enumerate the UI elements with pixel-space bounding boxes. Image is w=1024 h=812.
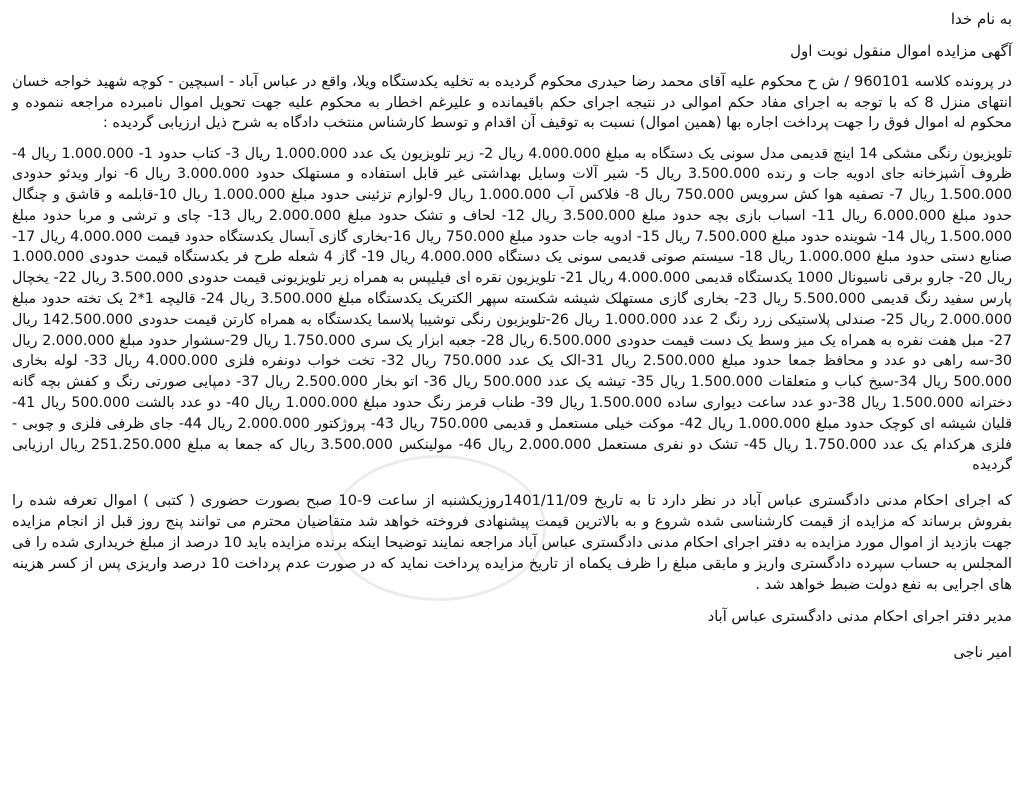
case-intro-paragraph: در پرونده کلاسه 960101 / ش ح محکوم علیه آقای محمد رضا حیدری محکوم گردیده به تخلیه یکدستگاه ویلا، واقع در عباس آباد - اسبچین - کوچه شهید خواجه خسان انتهای منزل 8 که با توجه به اجرای مفاد حکم اموالی در نتیجه اجرای حکم باقیمانده و علیرغم اخطار به محکوم علیه جهت تحویل اموال نامبرده مراجعه ننموده و محکوم له اموال فوق را جهت پرداخت اجاره بها (همین اموال) نسبت به توقیف آن اقدام و توسط کارشناس منتخب دادگاه به شرح ذیل ارزیابی گردیده : <box>12 73 1012 131</box>
signature-office: مدیر دفتر اجرای احکام مدنی دادگستری عباس آباد <box>707 608 1012 626</box>
assets-list-paragraph: تلویزیون رنگی مشکی 14 اینچ قدیمی مدل سونی یک دستگاه به مبلغ 4.000.000 ریال 2- زیر تلویزیون یک عدد 1.000.000 ریال 3- کتاب حدود 1- 1.000.000 ریال 4- ظروف آشپزخانه جای ادویه جات و رنده 3.500.000 ریال 5- شیر آلات وسایل بهداشتی غیر قابل استفاده و مستهلک حدود 3.000.000 ریال 6- نوار ویدئو حدودی 1.500.000 ریال 7- تصفیه هوا کش سرویس 750.000 ریال 8- فلاکس آب 1.000.000 ریال 9-لوازم تزئینی حدود مبلغ 1.000.000 ریال 10-قابلمه و قاشق و چنگال حدود مبلغ 6.000.000 ریال 11- اسباب بازی بچه حدود مبلغ 3.500.000 ریال 12- لحاف و تشک حدود مبلغ 2.000.000 ریال 13- چای و ترشی و مربا حدود مبلغ 1.500.000 ریال 14- شوینده حدود مبلغ 7.500.000 ریال 15- ادویه جات حدود مبلغ 750.000 ریال 16-بخاری گازی آبسال یکدستگاه حدود قیمت 4.000.000 ریال 17- صنایع دستی حدود مبلغ 1.000.000 ریال 18- سیستم صوتی قدیمی سونی یک دستگاه 4.000.000 ریال 19- گاز 4 شعله طرح فر یکدستگاه قیمت حدودی 1.000.000 ریال 20- جارو برقی ناسیونال 1000 یکدستگاه قدیمی 4.000.000 ریال 21- تلویزیون نقره ای فیلیپس به همراه زیر تلویزیونی قیمت حدودی 3.500.000 ریال 22- یخچال پارس سفید رنگ قدیمی 5.500.000 ریال 23- بخاری گازی مستهلک شیشه شکسته سپهر الکتریک یکدستگاه مبلغ 3.500.000 ریال 24- قالیچه 1*2 یک تخته حدود مبلغ 2.000.000 ریال 25- صندلی پلاستیکی زرد رنگ 2 عدد 1.000.000 ریال 26-تلویزیون رنگی توشیبا پلاسما یکدستگاه به همراه کارتن قیمت حدودی 142.500.000 ریال 27- مبل هفت نفره به همراه یک میز وسط یک دست قیمت حدودی 6.500.000 ریال 28- جعبه ابزار یک سری 1.750.000 ریال 29-سشوار حدود مبلغ 2.000.000 ریال 30-سه راهی دو عدد و محافظ جمعا حدود مبلغ 2.500.000 ریال 31-الک یک عدد 750.000 ریال 32- تخت خواب دونفره فلزی 4.000.000 ریال 33- لوله بخاری 500.000 ریال 34-سیخ کباب و متعلقات 1.500.000 ریال 35- تیشه یک عدد 500.000 ریال 36- اتو بخار 2.500.000 ریال 37- دمپایی صورتی رنگ و کفش بچه گانه دخترانه 1.500.000 ریال 38-دو عدد ساعت دیواری ساده 1.500.000 ریال 39- طناب قرمز رنگ حدود مبلغ 1.000.000 ریال 40- دو عدد بالشت 500.000 ریال 41- قلیان شیشه ای کوچک حدود مبلغ 1.000.000 ریال 42- موکت خیلی مستعمل و قدیمی 750.000 ریال 43- پروژکتور 2.000.000 ریال 44- جای ظرفی فلزی و چوبی - فلزی هرکدام یک عدد 1.750.000 ریال 45- تشک دو نفری مستعمل 2.000.000 ریال 46- مولینکس 3.500.000 ریال که جمعا به مبلغ 251.250.000 ریال ارزیابی گردیده <box>12 145 1013 474</box>
auction-terms-paragraph: که اجرای احکام مدنی دادگستری عباس آباد در نظر دارد تا به تاریخ 1401/11/09روزیکشنبه از ساعت 9-10 صبح بصورت حضوری ( کتبی ) اموال تعرفه شده را بفروش برساند که مزایده از قیمت کارشناسی شده شروع و به بالاترین قیمت پیشنهادی فروخته خواهد شد متقاضیان محترم می توانند پنج روز قبل از انجام مزایده جهت بازدید از اموال مورد مزایده به دفتر اجرای احکام مدنی دادگستری عباس آباد مراجعه نمایند توضیحا اینکه برنده مزایده باید 10 درصد از مبلغ خریداری شده را فی المجلس به حساب سپرده دادگستری واریز و مابقی مبلغ را ظرف یکماه از تاریخ مزایده پرداخت نماید که در صورت عدم پرداخت 10 درصد واریزی پس از کسر هزینه های اجرایی به نفع دولت ضبط خواهد شد . <box>12 492 1012 594</box>
notice-title: آگهی مزایده اموال منقول نوبت اول <box>790 42 1012 60</box>
signature-name: امیر ناجی <box>953 644 1012 662</box>
bismillah-heading: به نام خدا <box>950 10 1012 28</box>
